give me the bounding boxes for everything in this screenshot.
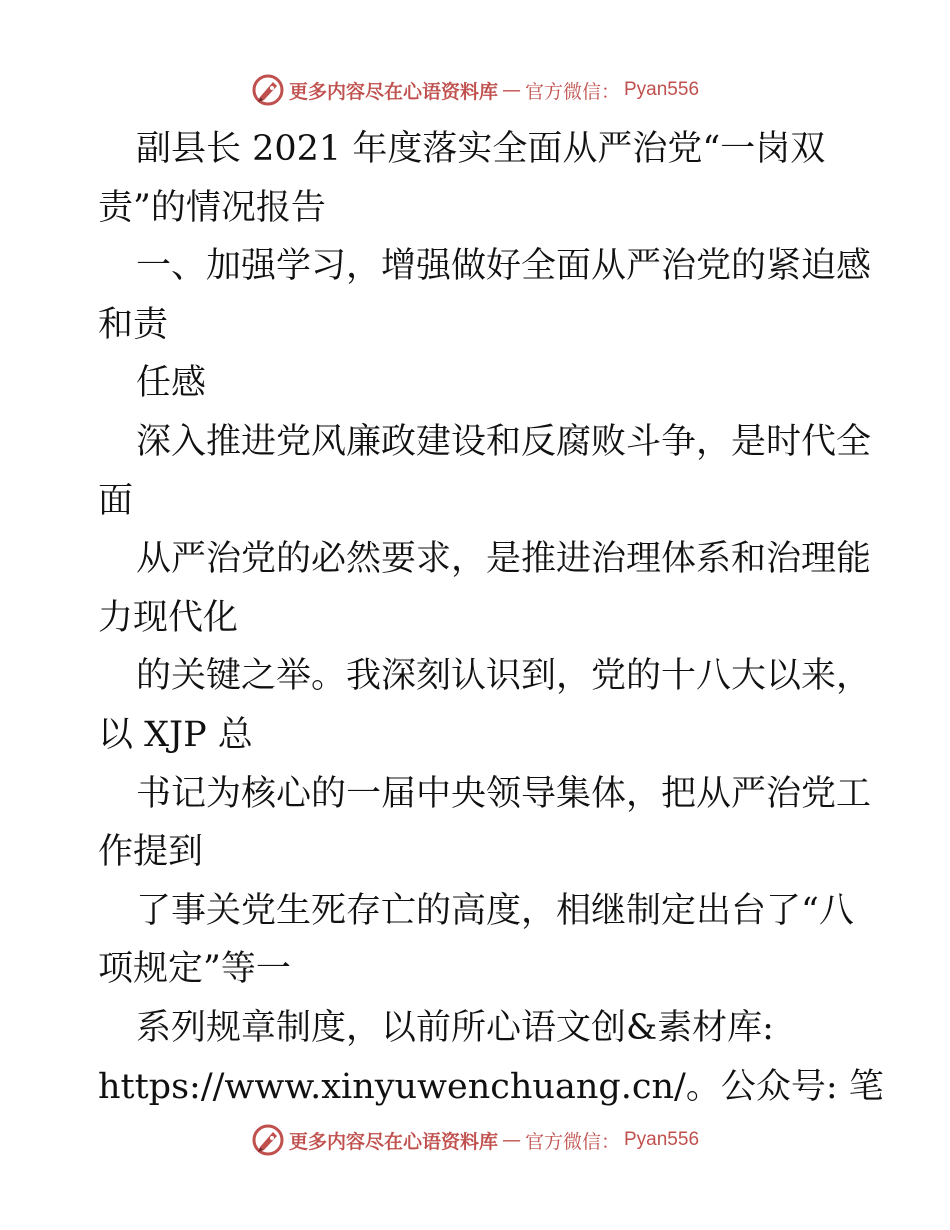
header-banner bbox=[0, 70, 950, 110]
text-line: 从严治党的必然要求，是推进治理体系和治理能 bbox=[136, 539, 872, 580]
pen-circle-logo-icon bbox=[251, 1123, 285, 1157]
text-line: 力现代化 bbox=[98, 597, 239, 638]
text-line: 书记为核心的一届中央领导集体，把从严治党工 bbox=[136, 773, 872, 814]
banner-wechat-label: 官方微信： bbox=[524, 80, 620, 103]
text-line: 项规定”等一 bbox=[98, 949, 291, 990]
text-line: 以 XJP 总 bbox=[98, 714, 253, 755]
banner-main-text: 更多内容尽在心语资料库 bbox=[288, 1130, 498, 1153]
text-line: 作提到 bbox=[98, 832, 204, 873]
banner-separator: — bbox=[501, 79, 521, 101]
text-line: 和责 bbox=[98, 304, 169, 345]
text-line: 任感 bbox=[136, 363, 207, 404]
text-line: 的关键之举。我深刻认识到，党的十八大以来， bbox=[136, 656, 872, 697]
text-line: 面 bbox=[98, 480, 134, 521]
title-line-2: 责”的情况报告 bbox=[98, 187, 326, 228]
document-body bbox=[98, 120, 884, 1116]
text-line: 一、加强学习，增强做好全面从严治党的紧迫感 bbox=[136, 246, 872, 287]
text-line: 系列规章制度，以前所心语文创&素材库: bbox=[136, 1007, 774, 1048]
pen-circle-logo-icon bbox=[251, 73, 285, 107]
title-line-1: 副县长 2021 年度落实全面从严治党“一岗双 bbox=[136, 129, 826, 169]
banner-wechat-id: Pyan556 bbox=[624, 1129, 700, 1150]
banner-separator: — bbox=[501, 1129, 521, 1151]
text-line: 深入推进党风廉政建设和反腐败斗争，是时代全 bbox=[136, 421, 872, 462]
url-line: https://www.xinyuwenchuang.cn/。公众号: 笔 bbox=[98, 1066, 884, 1107]
banner-main-text: 更多内容尽在心语资料库 bbox=[288, 80, 498, 103]
footer-banner bbox=[0, 1120, 950, 1160]
banner-wechat-label: 官方微信： bbox=[524, 1130, 620, 1153]
text-line: 了事关党生死存亡的高度，相继制定出台了“八 bbox=[136, 890, 854, 931]
banner-wechat-id: Pyan556 bbox=[624, 79, 700, 100]
